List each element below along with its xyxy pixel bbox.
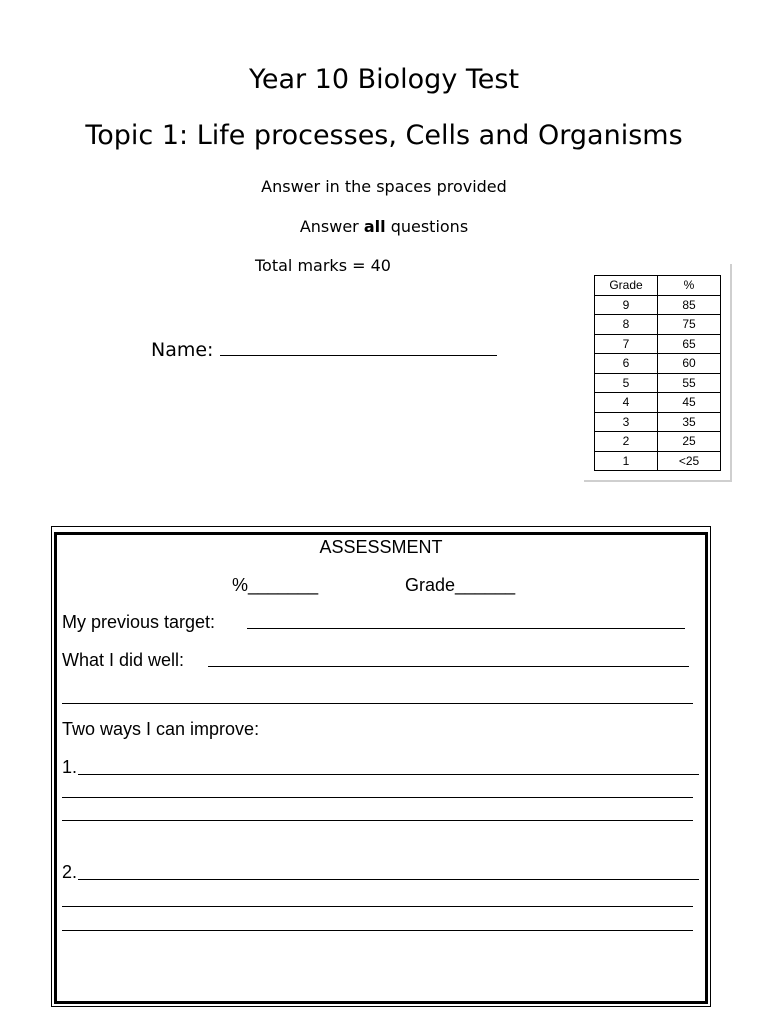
- did-well-line-2[interactable]: [62, 703, 693, 704]
- table-row: [595, 295, 721, 315]
- grade-cell: 9: [595, 295, 658, 315]
- instruction-prefix: Answer: [299, 217, 364, 236]
- grade-boundaries-panel: [584, 264, 732, 482]
- percent-cell: 75: [658, 315, 721, 335]
- table-row: [595, 373, 721, 393]
- grade-cell: 5: [595, 373, 658, 393]
- page-title: Year 10 Biology Test: [248, 64, 520, 95]
- percent-cell: 35: [658, 412, 721, 432]
- instruction-suffix: questions: [385, 217, 469, 236]
- percent-cell: 85: [658, 295, 721, 315]
- name-field: [151, 339, 497, 361]
- topic-heading: Topic 1: Life processes, Cells and Organisms: [85, 120, 683, 151]
- grade-column-header: Grade: [595, 276, 658, 296]
- improve-label: Two ways I can improve:: [62, 719, 260, 739]
- improve-item-1-line[interactable]: [78, 774, 699, 775]
- percent-cell: <25: [658, 451, 721, 471]
- percent-cell: 25: [658, 432, 721, 452]
- percent-cell: 60: [658, 354, 721, 374]
- grade-cell: 3: [595, 412, 658, 432]
- percent-cell: 55: [658, 373, 721, 393]
- percent-cell: 45: [658, 393, 721, 413]
- name-answer-line[interactable]: [220, 355, 497, 356]
- grade-table-header-row: [595, 276, 721, 296]
- grade-field[interactable]: Grade______: [405, 575, 516, 595]
- grade-boundaries-table: [594, 275, 721, 471]
- improve-item-1-label: 1.: [62, 757, 78, 777]
- previous-target-label: My previous target:: [62, 612, 216, 632]
- improve-item-2-label: 2.: [62, 862, 78, 882]
- did-well-line[interactable]: [208, 666, 689, 667]
- table-row: [595, 334, 721, 354]
- previous-target-line[interactable]: [247, 628, 685, 629]
- assessment-box: [54, 532, 708, 1004]
- improve-item-2-line-3[interactable]: [62, 930, 693, 931]
- grade-cell: 7: [595, 334, 658, 354]
- improve-item-2-line[interactable]: [78, 879, 699, 880]
- total-marks: Total marks = 40: [255, 256, 391, 275]
- table-row: [595, 354, 721, 374]
- improve-item-2-line-2[interactable]: [62, 906, 693, 907]
- table-row: [595, 393, 721, 413]
- grade-cell: 2: [595, 432, 658, 452]
- assessment-title: ASSESSMENT: [319, 537, 443, 557]
- table-row: [595, 451, 721, 471]
- grade-cell: 1: [595, 451, 658, 471]
- percent-cell: 65: [658, 334, 721, 354]
- improve-item-1-line-2[interactable]: [62, 797, 693, 798]
- instruction-bold-all: all: [363, 217, 386, 236]
- instruction-all-questions: [0, 217, 768, 236]
- grade-cell: 6: [595, 354, 658, 374]
- grade-cell: 4: [595, 393, 658, 413]
- improve-item-1-line-3[interactable]: [62, 820, 693, 821]
- table-row: [595, 412, 721, 432]
- instruction-spaces: Answer in the spaces provided: [261, 177, 507, 196]
- table-row: [595, 432, 721, 452]
- percent-column-header: %: [658, 276, 721, 296]
- table-row: [595, 315, 721, 335]
- grade-cell: 8: [595, 315, 658, 335]
- name-label: Name:: [151, 339, 214, 361]
- did-well-label: What I did well:: [62, 650, 185, 670]
- percent-field[interactable]: %_______: [232, 575, 319, 595]
